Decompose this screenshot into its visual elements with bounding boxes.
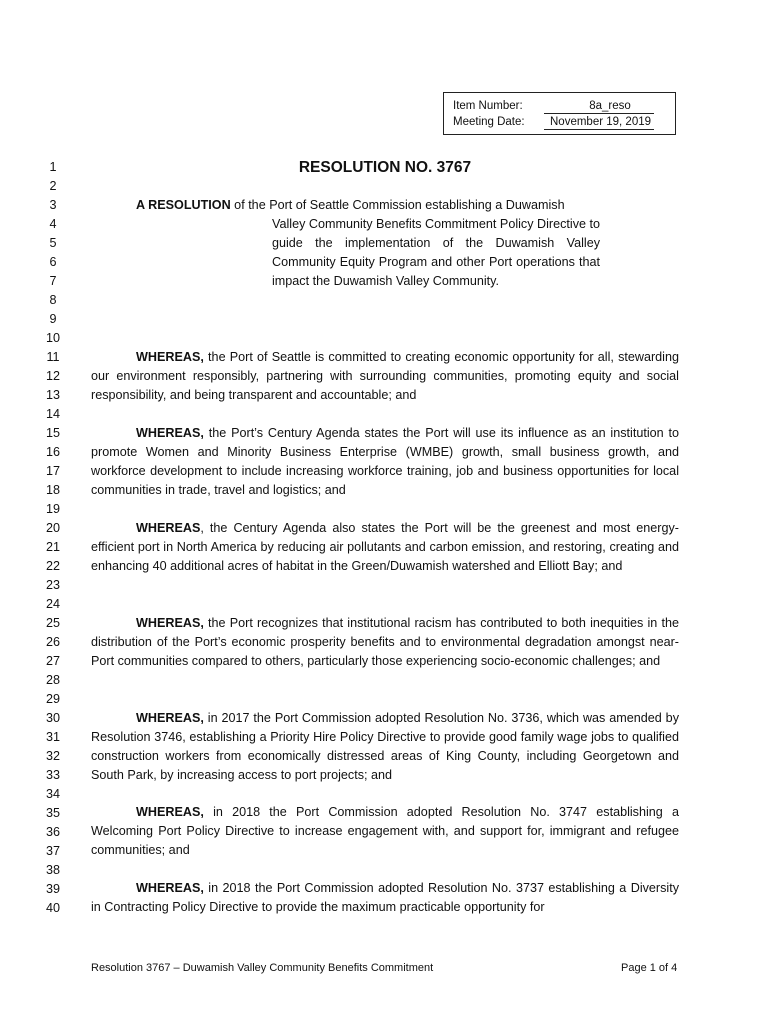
footer-page-number: Page 1 of 4 (621, 962, 678, 974)
whereas-paragraph: WHEREAS, the Port of Seattle is committed to creating economic opportunity for all, stewarding our environment responsibly, partnering with surrounding communities, promoting equity and social responsibility, and being transparent and accountable; and (91, 350, 679, 402)
footer-document-title: Resolution 3767 – Duwamish Valley Community Benefits Commitment (91, 962, 434, 974)
item-info-box (443, 92, 676, 135)
line-number: 34 (45, 787, 60, 801)
line-number: 12 (45, 369, 60, 383)
line-number: 3 (49, 198, 57, 212)
line-number: 35 (45, 806, 60, 820)
resolution-intro-line (136, 196, 565, 215)
line-number: 18 (45, 483, 60, 497)
document-title: RESOLUTION NO. 3767 (298, 159, 472, 176)
line-number: 40 (45, 901, 60, 915)
line-number: 13 (45, 388, 60, 402)
line-number: 31 (45, 730, 60, 744)
line-number: 8 (49, 293, 57, 307)
line-number: 24 (45, 597, 60, 611)
line-number: 30 (45, 711, 60, 725)
line-number: 1 (49, 160, 57, 174)
whereas-paragraph: WHEREAS, the Century Agenda also states the Port will be the greenest and most energy-efficient port in North America by reducing air pollutants and carbon emission, and restoring, creating and enhancing 40 additional acres of habitat in the Green/Duwamish watershed and Elliott Bay; and (91, 521, 679, 573)
line-number: 38 (45, 863, 60, 877)
resolution-intro-rest: Valley Community Benefits Commitment Policy Directive to guide the implementation of the Duwamish Valley Community Equity Program and other Port operations that impact the Duwamish Valley Community. (272, 217, 601, 288)
whereas-paragraph: WHEREAS, the Port’s Century Agenda states the Port will use its influence as an institution to promote Women and Minority Business Enterprise (WMBE) growth, small business growth, and workforce development to include increasing workforce training, job and business opportunities for local communities in trade, travel and logistics; and (91, 426, 679, 497)
line-number: 6 (49, 255, 57, 269)
line-number: 28 (45, 673, 60, 687)
line-number: 32 (45, 749, 60, 763)
line-number: 2 (49, 179, 57, 193)
line-number: 37 (45, 844, 60, 858)
line-number: 20 (45, 521, 60, 535)
item-number-label: Item Number: (453, 100, 523, 112)
meeting-date-label: Meeting Date: (453, 116, 525, 128)
line-number: 10 (45, 331, 60, 345)
meeting-date-value: November 19, 2019 (544, 116, 654, 130)
line-number: 23 (45, 578, 60, 592)
line-number: 15 (45, 426, 60, 440)
line-number: 14 (45, 407, 60, 421)
resolution-intro-first: of the Port of Seattle Commission establishing a Duwamish (230, 198, 565, 212)
line-number: 11 (46, 350, 60, 364)
line-number: 26 (45, 635, 60, 649)
item-number-value: 8a_reso (544, 100, 654, 114)
line-number: 33 (45, 768, 60, 782)
line-number: 36 (45, 825, 60, 839)
line-number: 5 (49, 236, 57, 250)
line-number: 27 (45, 654, 60, 668)
whereas-paragraph: WHEREAS, in 2017 the Port Commission adopted Resolution No. 3736, which was amended by Resolution 3746, establishing a Priority Hire Policy Directive to provide good family wage jobs to qualified construction workers from economically distressed areas of King County, including Georgetown and South Park, by increasing access to port projects; and (91, 711, 679, 782)
line-number: 25 (45, 616, 60, 630)
line-number: 16 (45, 445, 60, 459)
whereas-paragraph: WHEREAS, in 2018 the Port Commission adopted Resolution No. 3737 establishing a Diversity in Contracting Policy Directive to provide the maximum practicable opportunity for (91, 881, 679, 914)
line-number: 7 (49, 274, 57, 288)
line-number: 19 (45, 502, 60, 516)
line-number: 21 (45, 540, 60, 554)
whereas-paragraph: WHEREAS, in 2018 the Port Commission adopted Resolution No. 3747 establishing a Welcoming Port Policy Directive to increase engagement with, and support for, immigrant and refugee communities; and (91, 805, 679, 857)
line-number: 29 (45, 692, 60, 706)
line-number: 22 (45, 559, 60, 573)
whereas-paragraph: WHEREAS, the Port recognizes that institutional racism has contributed to both inequities in the distribution of the Port’s economic prosperity benefits and to environmental degradation amongst near-Port communities compared to others, particularly those experiencing socio-economic challenges; and (91, 616, 679, 668)
line-number: 9 (49, 312, 57, 326)
resolution-intro-bold: A RESOLUTION (136, 198, 231, 212)
line-number: 4 (49, 217, 57, 231)
line-number: 17 (45, 464, 60, 478)
line-number: 39 (45, 882, 60, 896)
